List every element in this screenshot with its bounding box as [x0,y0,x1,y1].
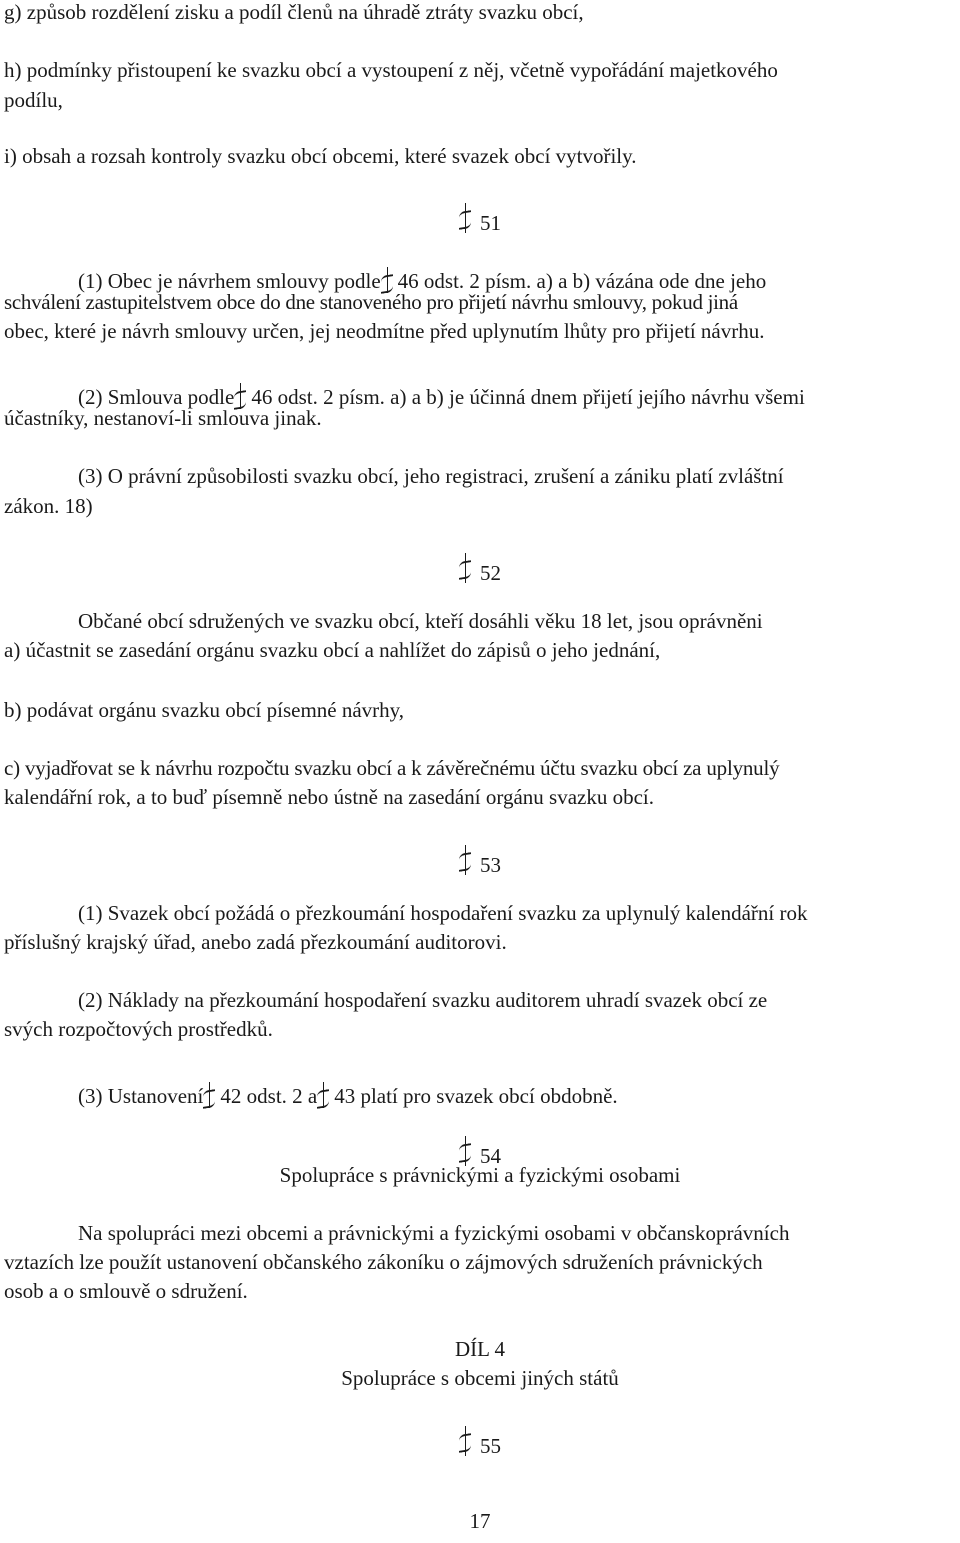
paragraph-g: g) způsob rozdělení zisku a podíl členů na úhradě ztráty svazku obcí, [4,0,584,24]
s51-paragraph-2-line-2: účastníky, nestanoví-li smlouva jinak. [4,406,322,430]
section-sign-icon [465,553,466,583]
page-number: 17 [469,1509,491,1533]
s51-paragraph-1-line-1 [78,262,766,292]
s53-paragraph-2-line-2: svých rozpočtových prostředků. [4,1017,273,1041]
section-number: 52 [480,561,501,585]
s51-paragraph-3-line-2: zákon. 18) [4,494,93,518]
s52-item-a: a) účastnit se zasedání orgánu svazku obcí a nahlížet do zápisů o jeho jednání, [4,638,661,662]
paragraph-h-line-2: podílu, [4,88,63,112]
text-segment: (1) Obec je návrhem smlouvy podle [78,269,381,293]
s53-paragraph-1-line-1: (1) Svazek obcí požádá o přezkoumání hospodaření svazku za uplynulý kalendářní rok [78,901,808,925]
section-number: 55 [480,1434,501,1458]
s52-item-c-line-2: kalendářní rok, a to buď písemně nebo ústně na zasedání orgánu svazku obcí. [4,785,654,809]
text-segment: 46 odst. 2 písm. a) a b) vázána ode dne jeho [397,269,767,293]
s51-paragraph-1-line-3: obec, které je návrh smlouvy určen, jej neodmítne před uplynutím lhůty pro přijetí návrhu. [4,319,765,343]
section-number: 53 [480,853,501,877]
s53-paragraph-3 [78,1077,618,1107]
section-heading-53 [462,842,501,876]
s52-item-b: b) podávat orgánu svazku obcí písemné návrhy, [4,698,405,722]
section-sign-icon [465,203,466,233]
s51-paragraph-1-line-2: schválení zastupitelstvem obce do dne stanoveného pro přijetí návrhu smlouvy, pokud jiná [4,290,738,314]
part-heading: DÍL 4 [455,1337,505,1361]
s53-paragraph-1-line-2: příslušný krajský úřad, anebo zadá přezkoumání auditorovi. [4,930,507,954]
section-sign-icon [209,1082,210,1108]
paragraph-h-line-1: h) podmínky přistoupení ke svazku obcí a vystoupení z něj, včetně vypořádání majetkového [4,58,778,82]
s52-intro: Občané obcí sdružených ve svazku obcí, kteří dosáhli věku 18 let, jsou oprávněni [78,609,763,633]
text-segment: (3) Ustanovení [78,1084,204,1108]
section-54-title: Spolupráce s právnickými a fyzickými osobami [279,1163,681,1187]
s51-paragraph-3-line-1: (3) O právní způsobilosti svazku obcí, jeho registraci, zrušení a zániku platí zvláštní [78,464,784,488]
section-number: 54 [480,1144,501,1168]
section-sign-icon [465,1426,466,1456]
section-heading-54 [462,1133,501,1167]
s53-paragraph-2-line-1: (2) Náklady na přezkoumání hospodaření svazku auditorem uhradí svazek obcí ze [78,988,768,1012]
s54-paragraph-line-2: vztazích lze použít ustanovení občanského zákoníku o zájmových sdruženích právnických [4,1250,763,1274]
s52-item-c-line-1: c) vyjadřovat se k návrhu rozpočtu svazku obcí a k závěrečnému účtu svazku obcí za uplynulý [4,756,780,780]
text-segment: 42 odst. 2 a [220,1084,318,1108]
section-number: 51 [480,211,501,235]
text-segment: 43 platí pro svazek obcí obdobně. [334,1084,618,1108]
text-segment: (2) Smlouva podle [78,385,235,409]
paragraph-i: i) obsah a rozsah kontroly svazku obcí obcemi, které svazek obcí vytvořily. [4,144,637,168]
text-segment: 46 odst. 2 písm. a) a b) je účinná dnem přijetí jejího návrhu všemi [251,385,805,409]
section-heading-55 [462,1423,501,1457]
section-heading-52 [462,550,501,584]
section-heading-51 [462,200,501,234]
s54-paragraph-line-1: Na spolupráci mezi obcemi a právnickými a fyzickými osobami v občanskoprávních [78,1221,790,1245]
section-sign-icon [465,845,466,875]
section-sign-icon [323,1082,324,1108]
part-title: Spolupráce s obcemi jiných států [341,1366,619,1390]
section-sign-icon [465,1136,466,1166]
s51-paragraph-2-line-1 [78,378,805,408]
s54-paragraph-line-3: osob a o smlouvě o sdružení. [4,1279,248,1303]
